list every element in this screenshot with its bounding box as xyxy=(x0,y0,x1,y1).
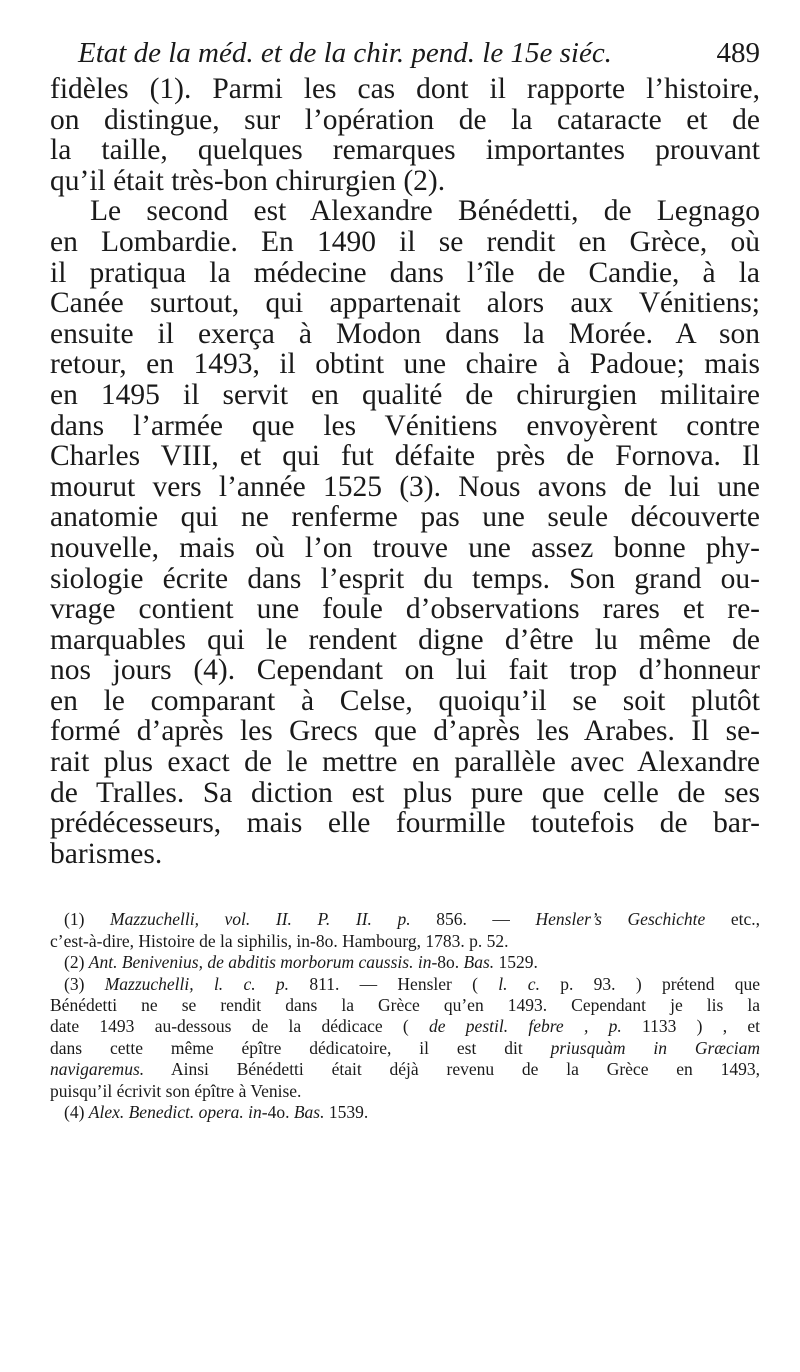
text-line: il pratiqua la médecine dans l’île de Candie, à la xyxy=(50,256,760,289)
citation-text: 1133 ) , et xyxy=(621,1016,760,1037)
text-line: retour, en 1493, il obtint une chaire à Padoue; mais xyxy=(50,348,760,381)
citation-italic: priusquàm in Græciam xyxy=(550,1037,760,1058)
text-line: mourut vers l’année 1525 (3). Nous avons de lui une xyxy=(50,470,760,503)
footnotes xyxy=(50,909,760,1123)
text-line: anatomie qui ne renferme pas une seule découverte xyxy=(50,501,760,534)
citation-italic: Ant. Benivenius, de abditis morborum caussis. in- xyxy=(88,952,438,973)
citation-text: 856. — xyxy=(410,909,536,930)
text-line: marquables qui le rendent digne d’être lu même de xyxy=(50,623,760,656)
citation-italic: Alex. Benedict. opera. in- xyxy=(88,1102,268,1123)
footnote-marker: (2) xyxy=(64,952,85,973)
citation-italic: de pestil. febre , p. xyxy=(429,1016,622,1037)
citation-text: Ainsi Bénédetti était déjà revenu de la Grèce en 1493, xyxy=(144,1059,760,1080)
text-line: qu’il était très-bon chirurgien (2). xyxy=(50,164,446,197)
citation-text: 8o. xyxy=(437,952,464,973)
citation-italic: navigaremus. xyxy=(50,1059,145,1080)
text-line: siologie écrite dans l’esprit du temps. Son grand ou- xyxy=(50,562,760,595)
citation-text: 1529. xyxy=(494,952,538,973)
citation-text: dans cette même épître dédicatoire, il est dit xyxy=(50,1037,551,1058)
citation-text: date 1493 au-dessous de la dédicace ( xyxy=(50,1016,430,1037)
text-line: en 1495 il servit en qualité de chirurgien militaire xyxy=(50,378,760,411)
citation-text: 811. — Hensler ( xyxy=(289,973,499,994)
footnote-4 xyxy=(50,1102,760,1123)
citation-italic: Bas. xyxy=(293,1102,325,1123)
running-header xyxy=(78,34,760,74)
text-line: nouvelle, mais où l’on trouve une assez bonne phy- xyxy=(50,531,760,564)
footnote-2 xyxy=(50,952,760,973)
text-line: barismes. xyxy=(50,837,163,870)
text-line: rait plus exact de le mettre en parallèle avec Alexandre xyxy=(50,746,760,779)
text-line: on distingue, sur l’opération de la cataracte et de xyxy=(50,103,760,136)
footnote-line xyxy=(50,974,760,995)
text-line: Charles VIII, et qui fut défaite près de Fornova. Il xyxy=(50,440,760,473)
text-line: Canée surtout, qui appartenait alors aux Vénitiens; xyxy=(50,287,760,320)
text-line: dans l’armée que les Vénitiens envoyèrent contre xyxy=(50,409,760,442)
footnote-line: Bénédetti ne se rendit dans la Grèce qu’en 1493. Cependant je lis la xyxy=(50,995,760,1016)
footnote-line xyxy=(50,1102,760,1123)
footnote-marker: (3) xyxy=(64,973,85,994)
footnote-line: c’est-à-dire, Histoire de la siphilis, in-8o. Hambourg, 1783. p. 52. xyxy=(50,930,509,951)
citation-text: etc., xyxy=(705,909,761,930)
citation-italic: Mazzuchelli, vol. II. P. II. p. xyxy=(110,909,411,930)
text-line: formé d’après les Grecs que d’après les Arabes. Il se- xyxy=(50,715,760,748)
text-line: de Tralles. Sa diction est plus pure que celle de ses xyxy=(50,776,760,809)
footnote-line xyxy=(50,909,760,930)
footnote-line xyxy=(50,1059,760,1080)
footnote-3 xyxy=(50,974,760,1102)
footnote-line xyxy=(50,1038,760,1059)
citation-text: p. 93. ) prétend que xyxy=(539,973,761,994)
citation-italic: Hensler’s Geschichte xyxy=(535,909,706,930)
footnote-marker: (4) xyxy=(64,1102,85,1123)
page-number: 489 xyxy=(716,37,760,69)
citation-italic: Mazzuchelli, l. c. p. xyxy=(104,973,290,994)
main-text xyxy=(50,74,760,869)
text-line: en Lombardie. En 1490 il se rendit en Grèce, où xyxy=(50,225,760,258)
text-line: la taille, quelques remarques importantes prouvant xyxy=(50,134,760,167)
text-line: en le comparant à Celse, quoiqu’il se soit plutôt xyxy=(50,684,760,717)
footnote-1 xyxy=(50,909,760,952)
text-line: prédécesseurs, mais elle fourmille toutefois de bar- xyxy=(50,807,760,840)
text-line: vrage contient une foule d’observations rares et re- xyxy=(50,593,760,626)
footnote-line xyxy=(50,1016,760,1037)
running-title: Etat de la méd. et de la chir. pend. le 15e siéc. xyxy=(78,37,612,69)
citation-italic: Bas. xyxy=(463,952,495,973)
citation-italic: l. c. xyxy=(498,973,540,994)
citation-text: 1539. xyxy=(324,1102,369,1123)
text-line: fidèles (1). Parmi les cas dont il rapporte l’histoire, xyxy=(50,73,760,105)
text-line: ensuite il exerça à Modon dans la Morée. A son xyxy=(50,317,760,350)
footnote-marker: (1) xyxy=(64,909,85,930)
text-line: Le second est Alexandre Bénédetti, de Legnago xyxy=(90,195,760,228)
footnote-line: puisqu’il écrivit son épître à Venise. xyxy=(50,1080,302,1101)
text-line: nos jours (4). Cependant on lui fait trop d’honneur xyxy=(50,654,760,687)
footnote-line xyxy=(50,952,760,973)
citation-text: 4o. xyxy=(267,1102,294,1123)
